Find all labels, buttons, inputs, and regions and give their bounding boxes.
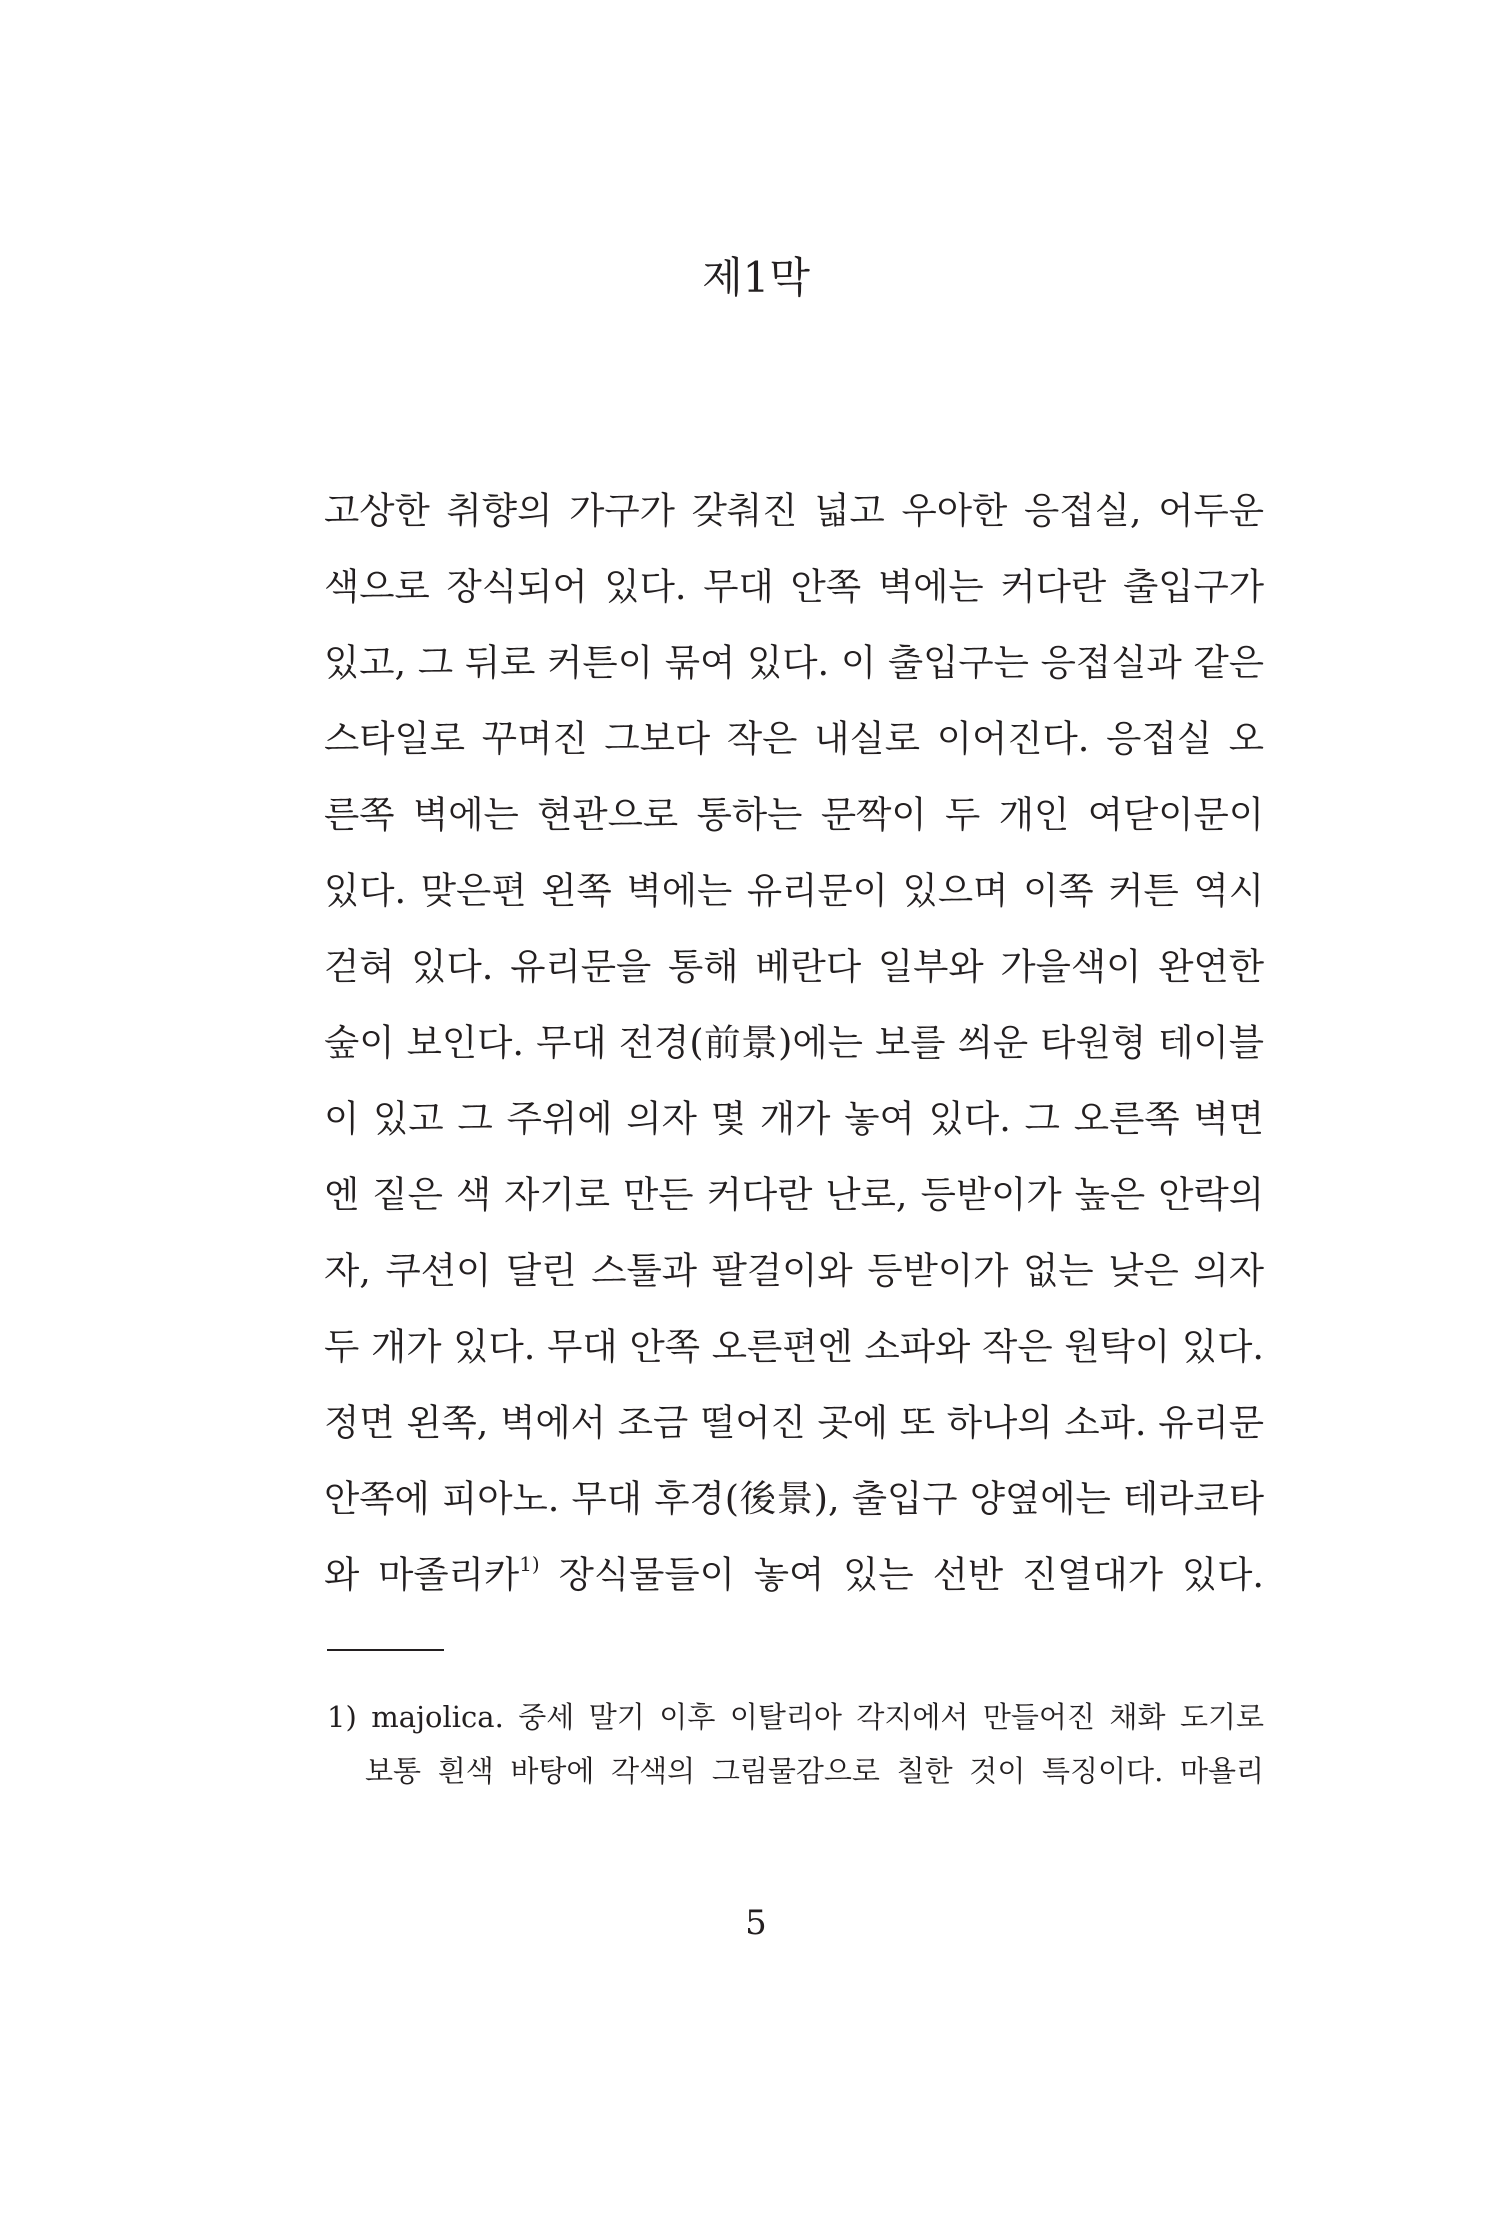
- footnote-divider: [327, 1649, 444, 1651]
- stage-direction-paragraph: [324, 473, 1264, 1613]
- text-line: 엔 짙은 색 자기로 만든 커다란 난로, 등받이가 높은 안락의: [324, 1173, 1264, 1216]
- text-line: 안쪽에 피아노. 무대 후경(後景), 출입구 양옆에는 테라코타: [324, 1477, 1264, 1520]
- page-number: 5: [745, 1903, 767, 1943]
- text-line: 자, 쿠션이 달린 스툴과 팔걸이와 등받이가 없는 낮은 의자: [324, 1249, 1264, 1292]
- footnote: [327, 1690, 1264, 1798]
- text-line: 고상한 취향의 가구가 갖춰진 넓고 우아한 응접실, 어두운: [324, 489, 1264, 532]
- footnote-line: 보통 흰색 바탕에 각색의 그림물감으로 칠한 것이 특징이다. 마욜리: [365, 1754, 1264, 1788]
- text-line: 있고, 그 뒤로 커튼이 묶여 있다. 이 출입구는 응접실과 같은: [324, 641, 1264, 684]
- text-segment: 와 마졸리카: [324, 1553, 520, 1596]
- text-line: 숲이 보인다. 무대 전경(前景)에는 보를 씌운 타원형 테이블: [324, 1021, 1264, 1064]
- chapter-title: 제1막: [702, 253, 810, 302]
- footnote-line: 1) majolica. 중세 말기 이후 이탈리아 각지에서 만들어진 채화 도기로: [327, 1700, 1264, 1734]
- text-segment: 장식물들이 놓여 있는 선반 진열대가 있다.: [539, 1553, 1264, 1596]
- text-line-last: [324, 1537, 1264, 1613]
- text-line: 이 있고 그 주위에 의자 몇 개가 놓여 있다. 그 오른쪽 벽면: [324, 1097, 1264, 1140]
- text-line: 걷혀 있다. 유리문을 통해 베란다 일부와 가을색이 완연한: [324, 945, 1264, 988]
- text-line: 정면 왼쪽, 벽에서 조금 떨어진 곳에 또 하나의 소파. 유리문: [324, 1401, 1264, 1444]
- text-line: 두 개가 있다. 무대 안쪽 오른편엔 소파와 작은 원탁이 있다.: [324, 1325, 1264, 1368]
- text-line: 있다. 맞은편 왼쪽 벽에는 유리문이 있으며 이쪽 커튼 역시: [324, 869, 1264, 912]
- text-line: 스타일로 꾸며진 그보다 작은 내실로 이어진다. 응접실 오: [324, 717, 1264, 760]
- footnote-reference[interactable]: 1): [519, 1552, 540, 1576]
- text-line: 른쪽 벽에는 현관으로 통하는 문짝이 두 개인 여닫이문이: [324, 793, 1264, 836]
- text-line: 색으로 장식되어 있다. 무대 안쪽 벽에는 커다란 출입구가: [324, 565, 1264, 608]
